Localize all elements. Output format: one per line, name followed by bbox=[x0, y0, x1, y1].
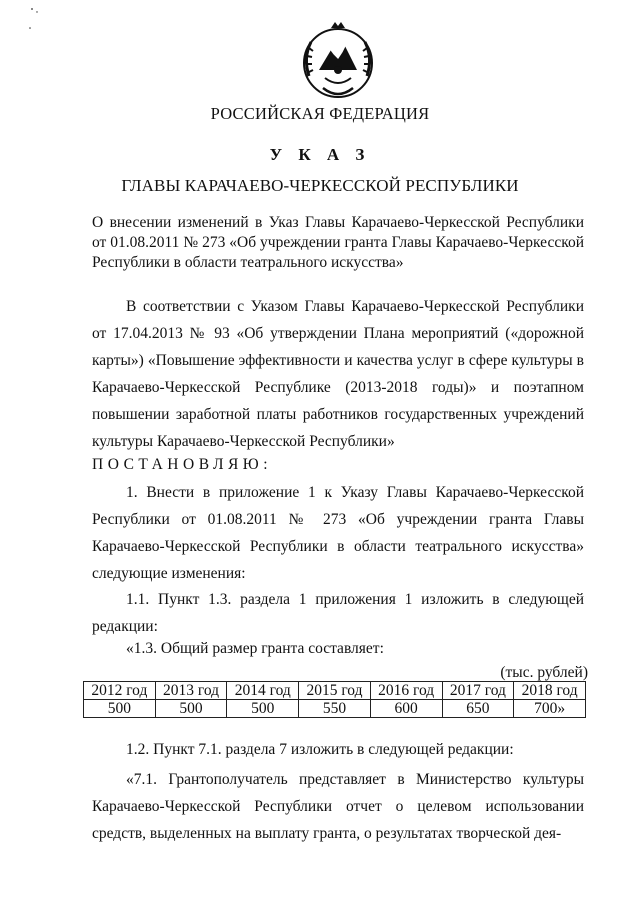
table-cell-year: 2013 год bbox=[155, 682, 227, 700]
header-decree-type: У К А З bbox=[269, 145, 371, 164]
header-country: РОССИЙСКАЯ ФЕДЕРАЦИЯ bbox=[210, 104, 430, 123]
table-cell-amount: 700» bbox=[514, 700, 586, 718]
item-1-paragraph: 1. Внести в приложение 1 к Указу Главы Карачаево-Черкесской Республики от 01.08.2011 № 273 «Об учреждении гранта Главы Карачаево-Черкесской Республики в области театрального искусства» следующие изменения: bbox=[92, 484, 584, 582]
document-title: О внесении изменений в Указ Главы Карачаево-Черкесской Республики от 01.08.2011 № 273 «Об учреждении гранта Главы Карачаево-Черкесской Республики в области театрального искусства» bbox=[92, 214, 584, 271]
header-issuer: ГЛАВЫ КАРАЧАЕВО-ЧЕРКЕССКОЙ РЕСПУБЛИКИ bbox=[121, 176, 519, 195]
table-cell-year: 2018 год bbox=[514, 682, 586, 700]
table-cell-year: 2016 год bbox=[370, 682, 442, 700]
table-cell-amount: 650 bbox=[442, 700, 514, 718]
table-cell-year: 2012 год bbox=[84, 682, 156, 700]
table-cell-amount: 500 bbox=[155, 700, 227, 718]
coat-of-arms-emblem bbox=[295, 18, 381, 104]
item-1-3-paragraph: «1.3. Общий размер гранта составляет: bbox=[126, 640, 384, 657]
preamble-paragraph: В соответствии с Указом Главы Карачаево-Черкесской Республики от 17.04.2013 № 93 «Об утверждении Плана мероприятий («дорожной карты») «Повышение эффективности и качества услуг в сфере культуры в Карачаево-Черкесской Республике (2013-2018 годы)» и поэтапном повышении заработной платы работников государственных учреждений культуры Карачаево-Черкесской Республики» bbox=[92, 298, 584, 450]
item-1-2-paragraph: 1.2. Пункт 7.1. раздела 7 изложить в следующей редакции: bbox=[126, 741, 514, 758]
table-cell-amount: 550 bbox=[299, 700, 371, 718]
table-cell-year: 2014 год bbox=[227, 682, 299, 700]
table-cell-amount: 500 bbox=[227, 700, 299, 718]
scan-artifact-marks bbox=[28, 6, 42, 32]
grant-amount-table bbox=[83, 681, 586, 718]
table-cell-year: 2015 год bbox=[299, 682, 371, 700]
table-row-years bbox=[84, 682, 586, 700]
decree-word: ПОСТАНОВЛЯЮ: bbox=[92, 456, 273, 473]
table-cell-amount: 600 bbox=[370, 700, 442, 718]
table-units-label: (тыс. рублей) bbox=[500, 664, 588, 681]
table-cell-amount: 500 bbox=[84, 700, 156, 718]
table-cell-year: 2017 год bbox=[442, 682, 514, 700]
item-7-1-paragraph: «7.1. Грантополучатель представляет в Министерство культуры Карачаево-Черкесской Республики отчет о целевом использовании средств, выделенных на выплату гранта, о результатах творческой дея- bbox=[92, 771, 584, 842]
item-1-1-paragraph: 1.1. Пункт 1.3. раздела 1 приложения 1 изложить в следующей редакции: bbox=[92, 591, 584, 635]
table-row-amounts bbox=[84, 700, 586, 718]
